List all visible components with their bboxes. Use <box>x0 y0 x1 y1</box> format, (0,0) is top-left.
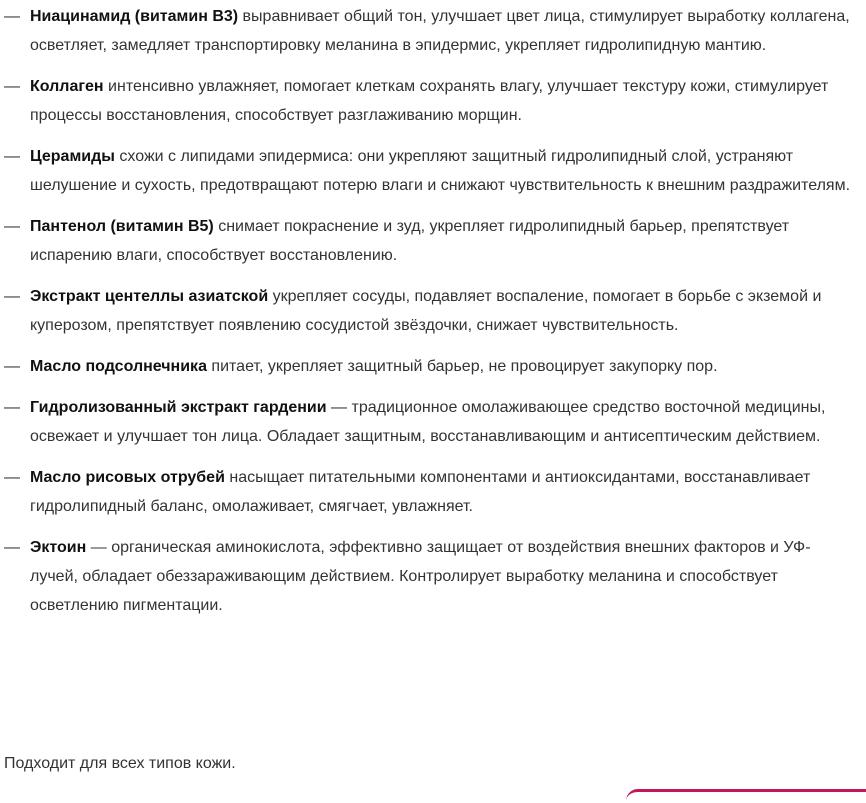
list-item <box>0 142 866 201</box>
list-item <box>0 2 866 61</box>
ingredient-name: Коллаген <box>30 77 104 95</box>
ingredient-name: Экстракт центеллы азиатской <box>30 287 269 305</box>
list-item <box>0 393 866 452</box>
ingredient-list <box>0 2 866 632</box>
dash-bullet: — <box>4 287 20 305</box>
dash-bullet: — <box>4 468 20 486</box>
ingredient-description: снимает покраснение и зуд, укрепляет гидролипидный барьер, препятствует испарению влаги, способствует восстановлению. <box>30 217 790 265</box>
skin-type-note: Подходит для всех типов кожи. <box>4 755 236 772</box>
list-item <box>0 352 866 381</box>
dash-bullet: — <box>4 8 20 25</box>
list-item <box>0 282 866 341</box>
dash-bullet: — <box>4 538 20 556</box>
ingredient-name: Ниацинамид (витамин В3) <box>30 8 239 25</box>
dash-bullet: — <box>4 217 20 235</box>
ingredient-description: питает, укрепляет защитный барьер, не провоцирует закупорку пор. <box>206 357 718 375</box>
ingredient-name: Масло рисовых отрубей <box>30 468 225 486</box>
dash-bullet: — <box>4 357 20 375</box>
ingredient-description: укрепляет сосуды, подавляет воспаление, помогает в борьбе с экземой и куперозом, препятствует появлению сосудистой звёздочки, снижает чувствительность. <box>30 287 822 335</box>
ingredient-description: — традиционное омолаживающее средство восточной медицины, освежает и улучшает тон лица. Обладает защитным, восстанавливающим и антисептическим действием. <box>30 398 826 445</box>
list-item <box>0 72 866 131</box>
ingredient-description: интенсивно увлажняет, помогает клеткам сохранять влагу, улучшает текстуру кожи, стимулирует процессы восстановления, способствует разглаживанию морщин. <box>30 77 829 125</box>
ingredient-name: Пантенол (витамин В5) <box>30 217 214 235</box>
ingredient-description: — органическая аминокислота, эффективно защищает от воздействия внешних факторов и УФ-лучей, обладает обеззараживающим действием. Контролирует выработку меланина и способствует осветлению пигментации. <box>30 538 811 615</box>
ingredient-description: выравнивает общий тон, улучшает цвет лица, стимулирует выработку коллагена, осветляет, замедляет транспортировку меланина в эпидермис, укрепляет гидролипидную мантию. <box>30 8 850 55</box>
list-item <box>0 533 866 621</box>
dash-bullet: — <box>4 147 20 165</box>
ingredient-name: Церамиды <box>30 147 115 165</box>
list-item <box>0 212 866 271</box>
dash-bullet: — <box>4 398 20 416</box>
list-item <box>0 463 866 522</box>
dash-bullet: — <box>4 77 20 95</box>
ingredient-name: Эктоин <box>30 538 87 556</box>
ingredient-name: Масло подсолнечника <box>30 357 207 375</box>
ingredient-name: Гидролизованный экстракт гардении <box>30 398 327 416</box>
ingredient-description: насыщает питательными компонентами и антиоксидантами, восстанавливает гидролипидный баланс, омолаживает, смягчает, увлажняет. <box>30 468 811 515</box>
accent-button-edge[interactable] <box>626 789 866 803</box>
ingredient-description: схожи с липидами эпидермиса: они укрепляют защитный гидролипидный слой, устраняют шелушение и сухость, предотвращают потерю влаги и снижают чувствительность к внешним раздражителям. <box>30 147 851 195</box>
